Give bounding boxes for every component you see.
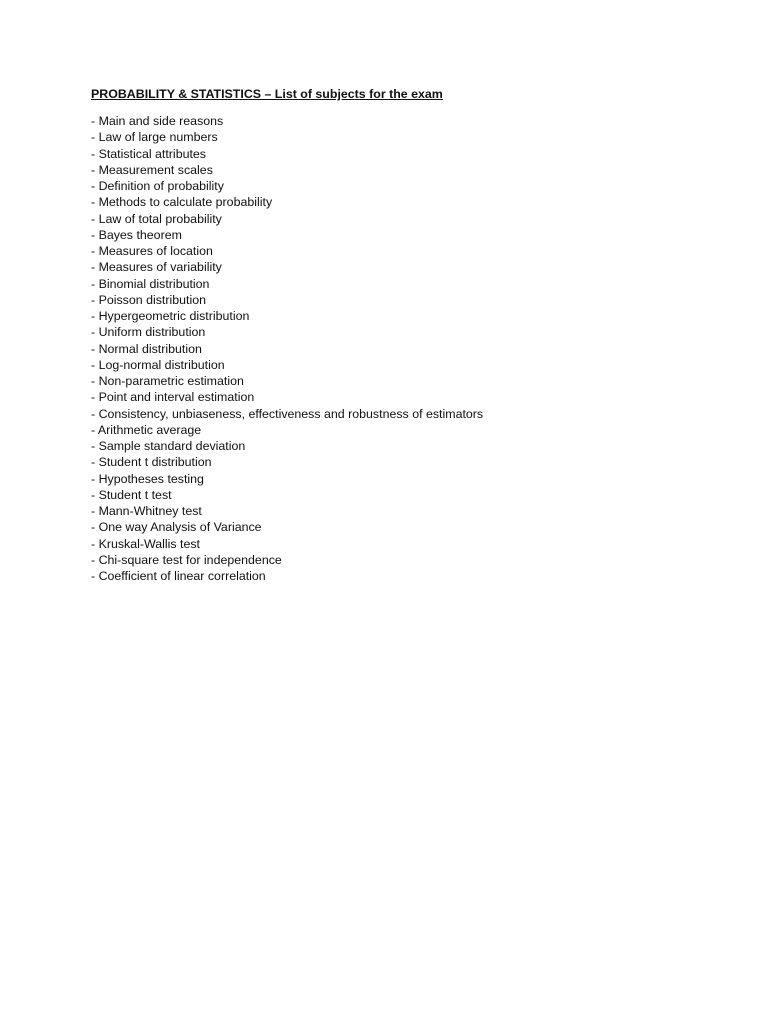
subject-item: - Measurement scales: [91, 162, 213, 177]
subject-item: - Uniform distribution: [91, 325, 206, 340]
subject-item: - Law of large numbers: [91, 130, 218, 145]
subject-item: - Arithmetic average: [91, 422, 202, 437]
subject-item: - Methods to calculate probability: [91, 195, 273, 210]
document-body: [91, 86, 691, 584]
subject-item: - Student t distribution: [91, 455, 212, 470]
subject-item: - Chi-square test for independence: [91, 552, 282, 567]
subject-item: - Measures of location: [91, 244, 213, 258]
subject-item: - Measures of variability: [91, 260, 222, 275]
subject-item: - Mann-Whitney test: [91, 504, 202, 518]
subject-item: - Coefficient of linear correlation: [91, 569, 266, 583]
subject-item: - Log-normal distribution: [91, 357, 225, 372]
subject-item: - Law of total probability: [91, 211, 222, 226]
subject-item: - Definition of probability: [91, 179, 224, 193]
subject-item: - Normal distribution: [91, 341, 202, 356]
subject-item: - One way Analysis of Variance: [91, 520, 262, 535]
subject-item: - Bayes theorem: [91, 227, 182, 242]
subject-item: - Statistical attributes: [91, 146, 207, 161]
subject-item: - Point and interval estimation: [91, 390, 255, 405]
subject-item: - Hypergeometric distribution: [91, 309, 250, 323]
subject-item: - Consistency, unbiaseness, effectiveness and robustness of estimators: [91, 406, 484, 421]
subject-item: - Sample standard deviation: [91, 439, 246, 453]
subject-list: [91, 113, 691, 584]
subject-item: - Non-parametric estimation: [91, 374, 244, 388]
subject-item: - Main and side reasons: [91, 114, 224, 128]
subject-item: - Hypotheses testing: [91, 471, 204, 486]
subject-item: - Poisson distribution: [91, 292, 207, 307]
subject-item: - Student t test: [91, 487, 172, 502]
subject-item: - Binomial distribution: [91, 276, 210, 291]
document-title: PROBABILITY & STATISTICS – List of subjects for the exam: [91, 87, 443, 101]
subject-item: - Kruskal-Wallis test: [91, 536, 201, 551]
